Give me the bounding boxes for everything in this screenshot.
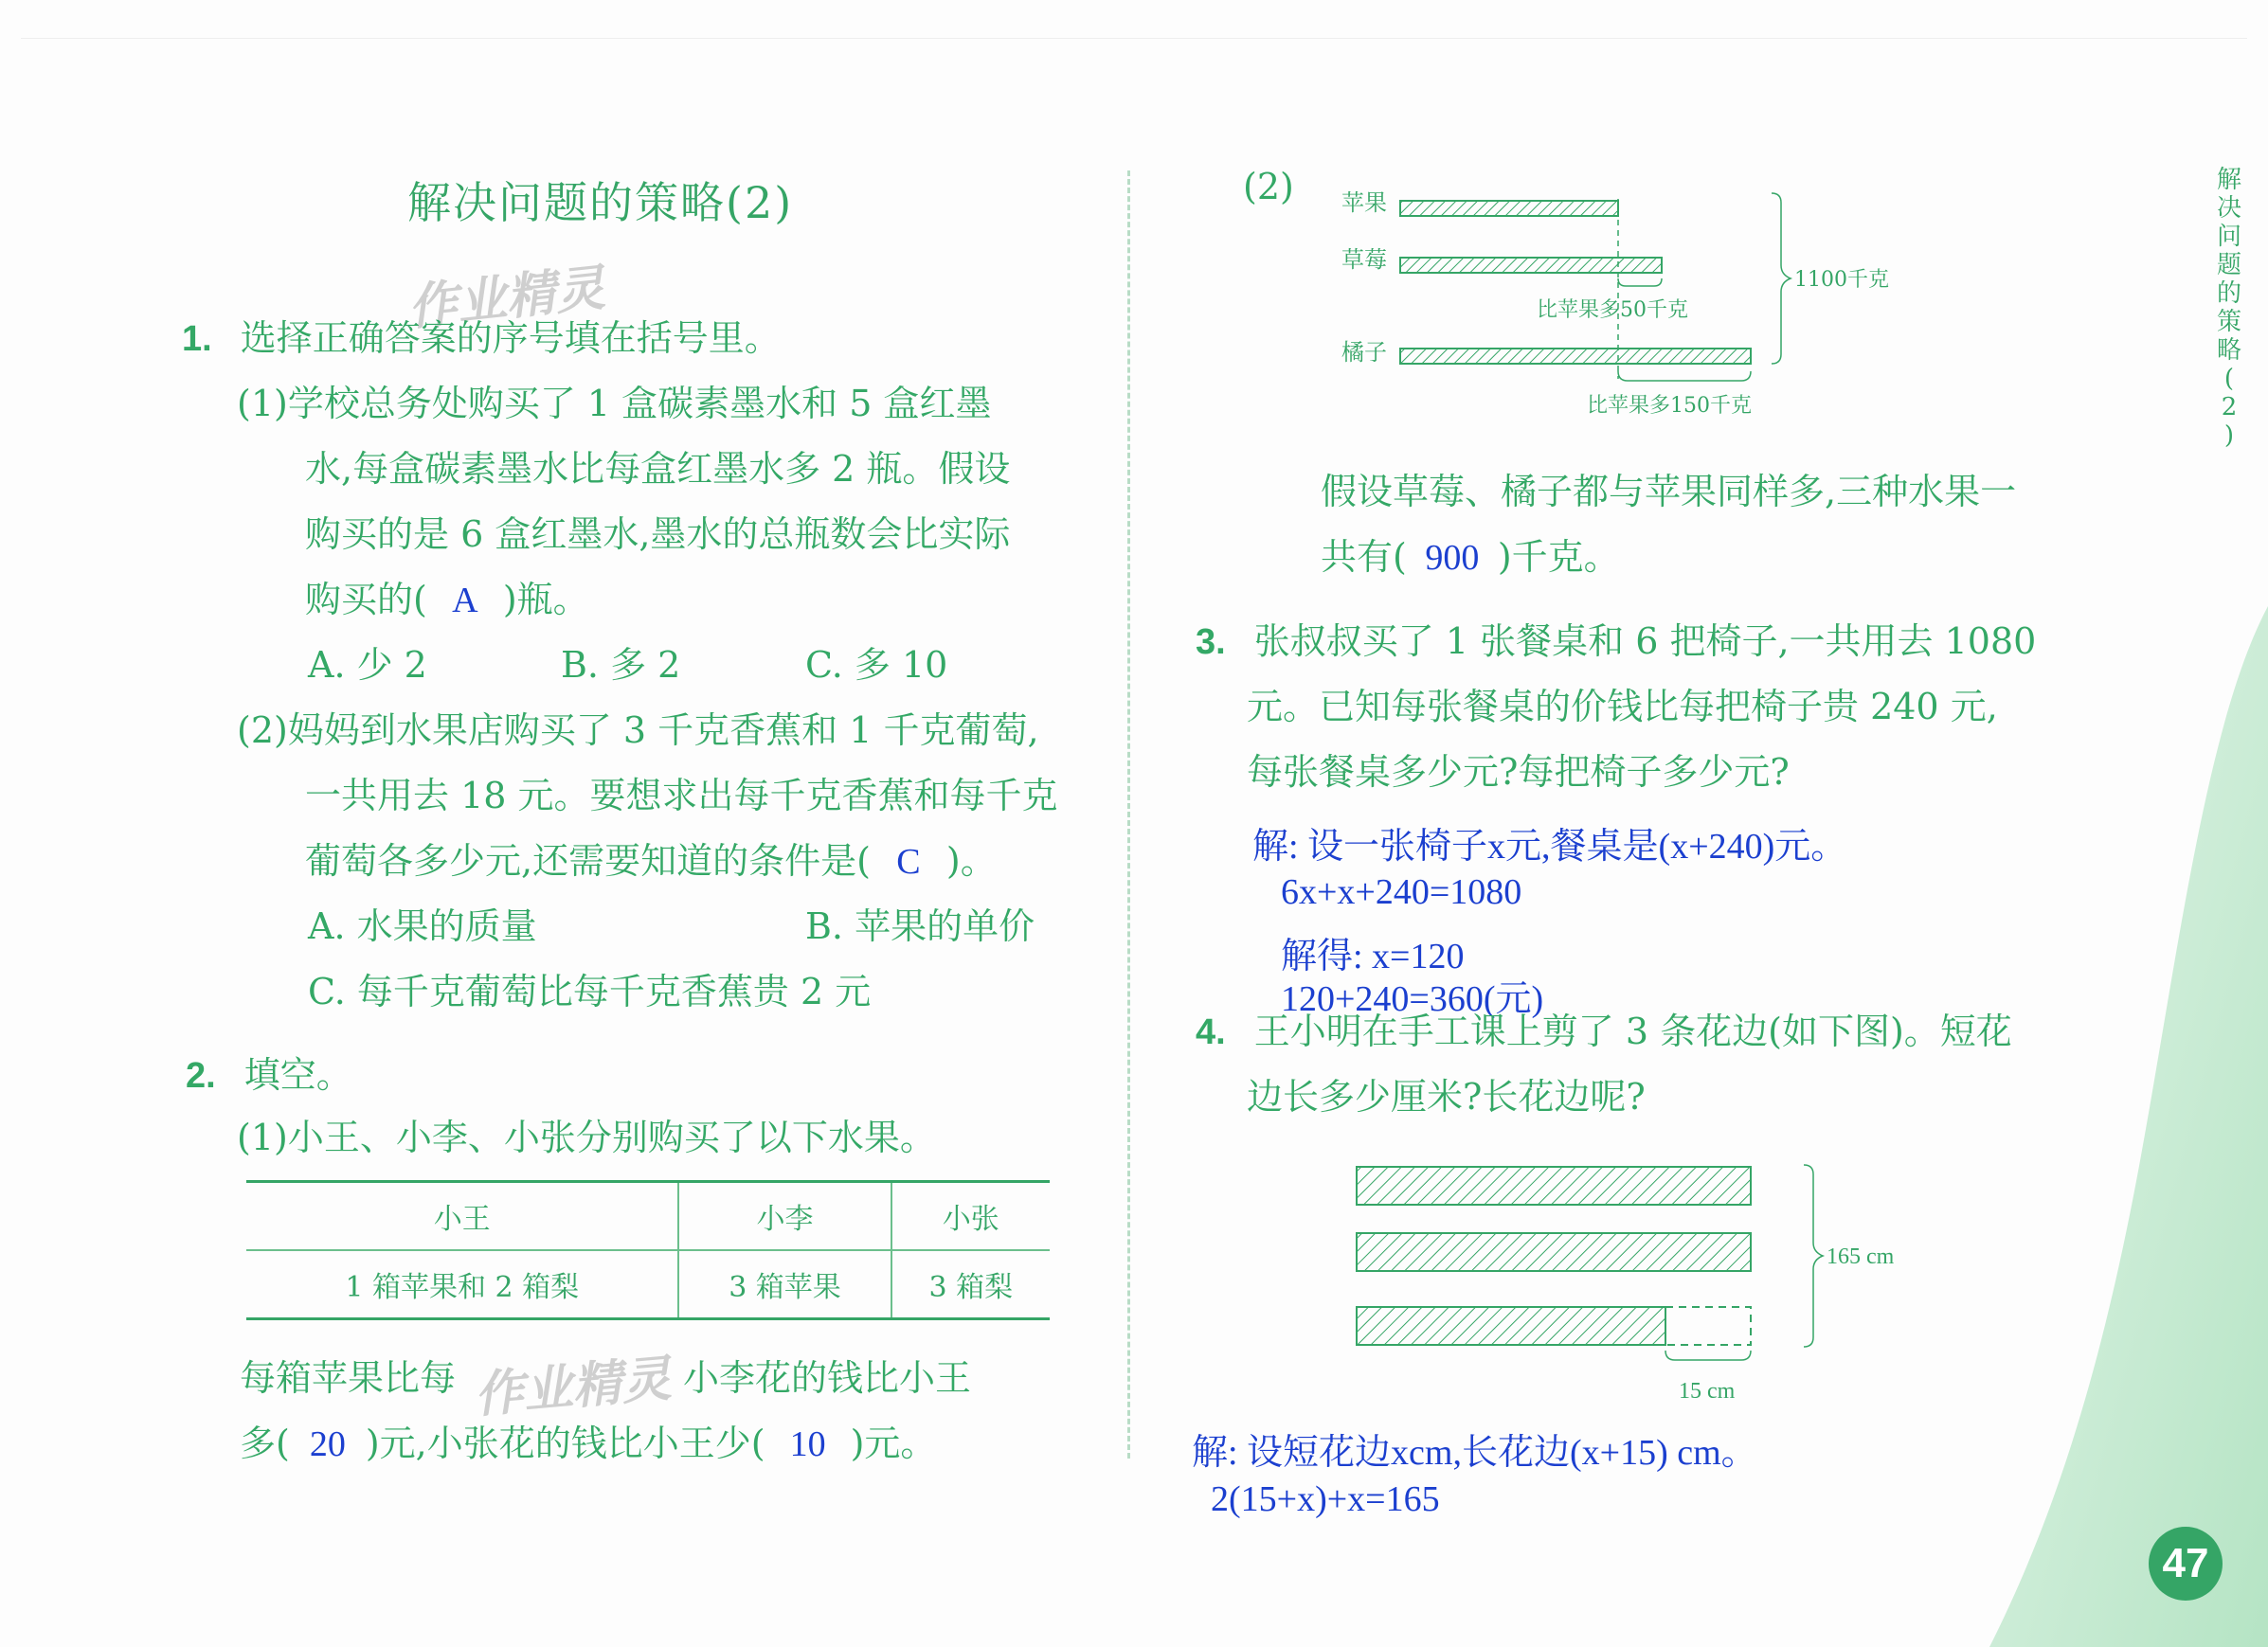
question-2 [186, 1054, 352, 1096]
question-number: 3. [1196, 622, 1226, 662]
question-3 [1196, 620, 2037, 662]
q2-fill-line2 [240, 1425, 936, 1462]
table-cell: 1 箱苹果和 2 箱梨 [246, 1250, 678, 1319]
lace-short [1357, 1307, 1665, 1345]
bar-strawberry [1400, 258, 1662, 273]
text: 小李花的钱比小王 [683, 1357, 972, 1399]
text: 共有( [1321, 536, 1407, 578]
q1-p2-line3 [305, 840, 997, 882]
q1-p1-option-b: B. 多 2 [561, 644, 681, 686]
q1-p1-option-c: C. 多 10 [805, 644, 948, 686]
label-orange: 橘子 [1341, 339, 1387, 366]
q1-p1-line1: (1)学校总务处购买了 1 盒碳素墨水和 5 盒红墨 [237, 383, 992, 424]
question-number: 1. [182, 319, 212, 359]
text: 多( [240, 1423, 290, 1464]
watermark: 作业精灵 [472, 1351, 674, 1424]
q1-p1-option-a: A. 少 2 [308, 644, 427, 686]
label-strawberry: 草莓 [1341, 246, 1387, 273]
label-total: 1100千克 [1794, 268, 1889, 292]
label-diff-2: 比苹果多150千克 [1587, 394, 1752, 418]
side-title-char: 解 [2216, 166, 2241, 194]
q1-p1-line3: 购买的是 6 盒红墨水,墨水的总瓶数会比实际 [305, 513, 1011, 555]
label-total: 165 cm [1827, 1244, 1895, 1269]
table-cell: 3 箱梨 [891, 1250, 1050, 1319]
text: )瓶。 [502, 579, 589, 620]
side-title-char: 题 [2216, 251, 2241, 279]
text: 葡萄各多少元,还需要知道的条件是( [305, 840, 871, 882]
answer-2-2: 900 [1425, 538, 1480, 578]
text: )。 [945, 840, 997, 882]
brace-diff-1 [1618, 278, 1662, 286]
q3-solution-4: 120+240=360(元) [1281, 979, 1544, 1019]
q1-p1-line4 [305, 579, 589, 620]
question-text: 填空。 [243, 1054, 352, 1096]
side-title-char: ( [2223, 365, 2235, 393]
table-row [246, 1250, 1050, 1319]
lace-diagram [1345, 1155, 1933, 1411]
text: 购买的( [305, 579, 427, 620]
answer-1-2: C [896, 842, 921, 882]
label-diff-1: 比苹果多50千克 [1537, 298, 1688, 322]
fruit-table [246, 1180, 1050, 1320]
table-header-cell: 小李 [678, 1182, 891, 1251]
text: )元,小张花的钱比小王少( [365, 1423, 765, 1464]
brace-total [1772, 193, 1791, 364]
table-header-row [246, 1182, 1050, 1251]
label-diff: 15 cm [1679, 1379, 1736, 1404]
table-header-cell: 小王 [246, 1182, 678, 1251]
q2-p2: (2) [1243, 166, 1294, 207]
q2-assume-line2 [1321, 536, 1620, 578]
page-title: 解决问题的策略(2) [407, 177, 794, 228]
fruit-diagram [1326, 180, 1933, 426]
answer-1-1: A [452, 581, 478, 620]
q4-solution-2: 2(15+x)+x=165 [1211, 1479, 1440, 1519]
table-header-cell: 小张 [891, 1182, 1050, 1251]
lace-long-1 [1357, 1167, 1751, 1205]
side-title-char: 的 [2216, 279, 2241, 308]
brace-total [1804, 1165, 1823, 1347]
side-title-char: 决 [2216, 194, 2241, 223]
q1-p2-option-b: B. 苹果的单价 [805, 905, 1035, 947]
answer-2-1b: 10 [789, 1424, 826, 1464]
q1-p2-option-a: A. 水果的质量 [308, 905, 537, 947]
q4-solution-1: 解: 设短花边xcm,长花边(x+15) cm。 [1192, 1433, 1757, 1473]
question-number: 4. [1196, 1012, 1226, 1052]
question-1 [182, 317, 781, 359]
page-divider [1127, 170, 1130, 1459]
q4-solution-clip [1203, 1477, 1506, 1519]
bar-orange [1400, 349, 1751, 364]
side-title [2215, 166, 2243, 450]
side-title-char: ) [2223, 421, 2235, 450]
text: )千克。 [1497, 536, 1620, 578]
q3-solution-2: 6x+x+240=1080 [1281, 872, 1522, 912]
q3-line3: 每张餐桌多少元?每把椅子多少元? [1247, 751, 1790, 793]
q3-solution-1: 解: 设一张椅子x元,餐桌是(x+240)元。 [1252, 827, 1847, 867]
q3-solution-3: 解得: x=120 [1281, 937, 1465, 976]
watermark: 作业精灵 [405, 260, 608, 337]
question-text: 王小明在手工课上剪了 3 条花边(如下图)。短花 [1253, 1011, 2012, 1052]
side-title-char: 2 [2221, 393, 2238, 421]
label-apple: 苹果 [1341, 189, 1387, 216]
q4-line2: 边长多少厘米?长花边呢? [1247, 1076, 1646, 1118]
brace-diff-2 [1618, 371, 1751, 381]
side-title-char: 策 [2216, 308, 2241, 336]
lace-missing [1665, 1307, 1751, 1345]
brace-diff [1665, 1351, 1751, 1360]
q1-p2-option-c: C. 每千克葡萄比每千克香蕉贵 2 元 [308, 971, 872, 1012]
bar-apple [1400, 201, 1618, 216]
answer-2-1a: 20 [309, 1424, 346, 1464]
lace-long-2 [1357, 1233, 1751, 1271]
q1-p2-line1: (2)妈妈到水果店购买了 3 千克香蕉和 1 千克葡萄, [237, 709, 1039, 751]
table-cell: 3 箱苹果 [678, 1250, 891, 1319]
text: 每箱苹果比每 [240, 1357, 457, 1399]
side-title-char: 略 [2216, 336, 2241, 365]
q2-assume-line1: 假设草莓、橘子都与苹果同样多,三种水果一 [1321, 471, 2017, 512]
q3-solution-clip [1269, 976, 1592, 1019]
text: )元。 [850, 1423, 937, 1464]
q1-p1-line2: 水,每盒碳素墨水比每盒红墨水多 2 瓶。假设 [305, 448, 1011, 490]
q1-p2-line2: 一共用去 18 元。要想求出每千克香蕉和每千克 [305, 775, 1058, 816]
page-number: 47 [2149, 1527, 2223, 1601]
q2-p1: (1)小王、小李、小张分别购买了以下水果。 [237, 1117, 936, 1158]
q3-line2: 元。已知每张餐桌的价钱比每把椅子贵 240 元, [1247, 686, 1998, 727]
question-text: 选择正确答案的序号填在括号里。 [240, 317, 781, 359]
question-text: 张叔叔买了 1 张餐桌和 6 把椅子,一共用去 1080 [1253, 620, 2037, 662]
question-4 [1196, 1013, 2012, 1050]
side-title-char: 问 [2216, 223, 2241, 251]
question-number: 2. [186, 1056, 216, 1096]
